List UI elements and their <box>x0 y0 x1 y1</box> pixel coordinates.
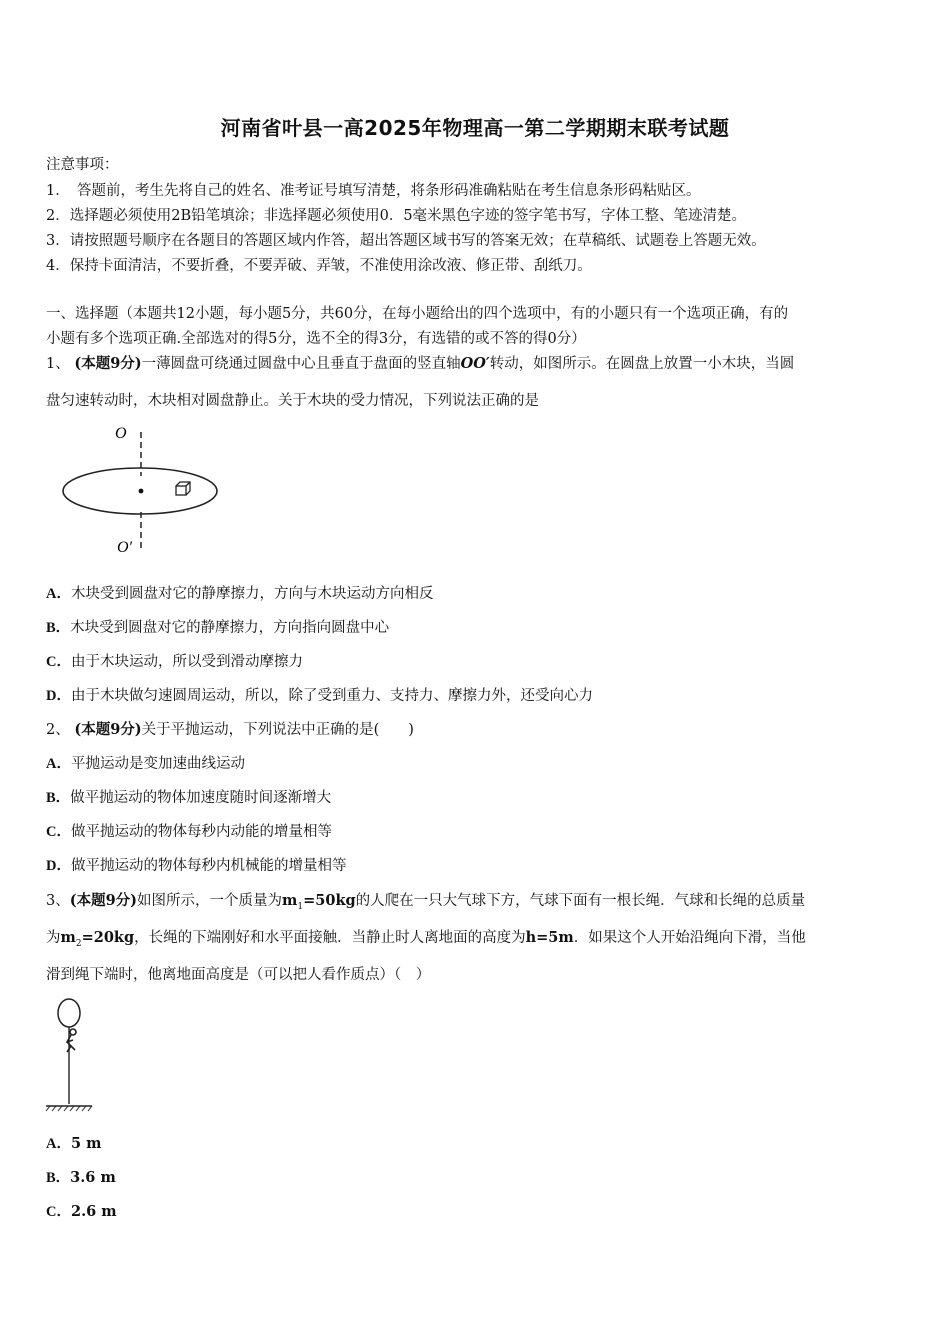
question-1-option-b: B．木块受到圆盘对它的静摩擦力，方向指向圆盘中心 <box>46 620 390 636</box>
notice-item-1: 1． 答题前，考生先将自己的姓名、准考证号填写清楚，将条形码准确粘贴在考生信息条形码粘贴区。 <box>46 183 701 199</box>
question-1-line2: 盘匀速转动时，木块相对圆盘静止。关于木块的受力情况，下列说法正确的是 <box>46 393 539 409</box>
question-2-text: 关于平抛运动，下列说法中正确的是( ) <box>141 722 414 738</box>
question-3-line3: 滑到绳下端时，他离地面高度是（可以把人看作质点）（ ） <box>46 967 431 983</box>
question-3-score: (本题9分) <box>69 892 138 909</box>
question-2-number: 2、 <box>46 722 70 738</box>
question-1-option-d: D．由于木块做匀速圆周运动，所以，除了受到重力、支持力、摩擦力外，还受向心力 <box>46 688 593 704</box>
balloon-icon <box>58 999 80 1027</box>
question-3-line2: 为$m_2=20kg$，长绳的下端刚好和水平面接触．当静止时人离地面的高度为h=5m．如果这个人开始沿绳向下滑，当他 <box>46 929 806 949</box>
question-3-line1: 3、(本题9分)如图所示，一个质量为$m_1=50kg$的人爬在一只大气球下方，气球下面有一根长绳．气球和长绳的总质量 <box>46 892 806 912</box>
question-2-stem <box>46 718 906 739</box>
question-3-option-a: A．5 m <box>46 1135 102 1152</box>
disc-figure <box>55 418 225 558</box>
question-1-axis: OO′ <box>460 355 490 372</box>
question-1-option-a: A．木块受到圆盘对它的静摩擦力，方向与木块运动方向相反 <box>46 586 434 602</box>
question-1-text-b: 转动，如图所示。在圆盘上放置一小木块，当圆 <box>489 356 795 372</box>
question-3-option-b: B．3.6 m <box>46 1169 116 1186</box>
question-2-score: (本题9分) <box>74 721 142 738</box>
section-intro-line1: 一、选择题（本题共12小题，每小题5分，共60分，在每小题给出的四个选项中，有的小题只有一个选项正确，有的 <box>46 306 789 322</box>
question-2-option-a: A．平抛运动是变加速曲线运动 <box>46 756 245 772</box>
axis-label-bottom: O′ <box>117 539 133 556</box>
question-1-score: (本题9分) <box>74 355 142 372</box>
question-1-line1 <box>46 352 906 373</box>
balloon-figure <box>40 996 100 1116</box>
question-1-number: 1、 <box>46 356 70 372</box>
notice-item-3: 3．请按照题号顺序在各题目的答题区域内作答，超出答题区域书写的答案无效；在草稿纸、试题卷上答题无效。 <box>46 233 766 249</box>
wood-block-icon <box>176 482 190 495</box>
question-2-option-d: D．做平抛运动的物体每秒内机械能的增量相等 <box>46 858 347 874</box>
question-3-option-c: C．2.6 m <box>46 1203 117 1220</box>
notice-item-4: 4．保持卡面清洁，不要折叠，不要弄破、弄皱，不准使用涂改液、修正带、刮纸刀。 <box>46 258 592 274</box>
question-1-option-c: C．由于木块运动，所以受到滑动摩擦力 <box>46 654 303 670</box>
question-3-number: 3、 <box>46 893 70 909</box>
axis-label-top: O <box>115 425 127 442</box>
notice-heading: 注意事项： <box>46 157 119 173</box>
section-intro-line2: 小题有多个选项正确.全部选对的得5分，选不全的得3分，有选错的或不答的得0分） <box>46 331 586 347</box>
question-1-text-a: 一薄圆盘可绕通过圆盘中心且垂直于盘面的竖直轴 <box>141 356 461 372</box>
page-title: 河南省叶县一高2025年物理高一第二学期期末联考试题 <box>220 116 730 140</box>
question-2-option-b: B．做平抛运动的物体加速度随时间逐渐增大 <box>46 790 332 806</box>
notice-item-2: 2．选择题必须使用2B铅笔填涂；非选择题必须使用0．5毫米黑色字迹的签字笔书写，字体工整、笔迹清楚。 <box>46 208 747 224</box>
disc-center-dot <box>139 489 144 494</box>
question-2-option-c: C．做平抛运动的物体每秒内动能的增量相等 <box>46 824 332 840</box>
